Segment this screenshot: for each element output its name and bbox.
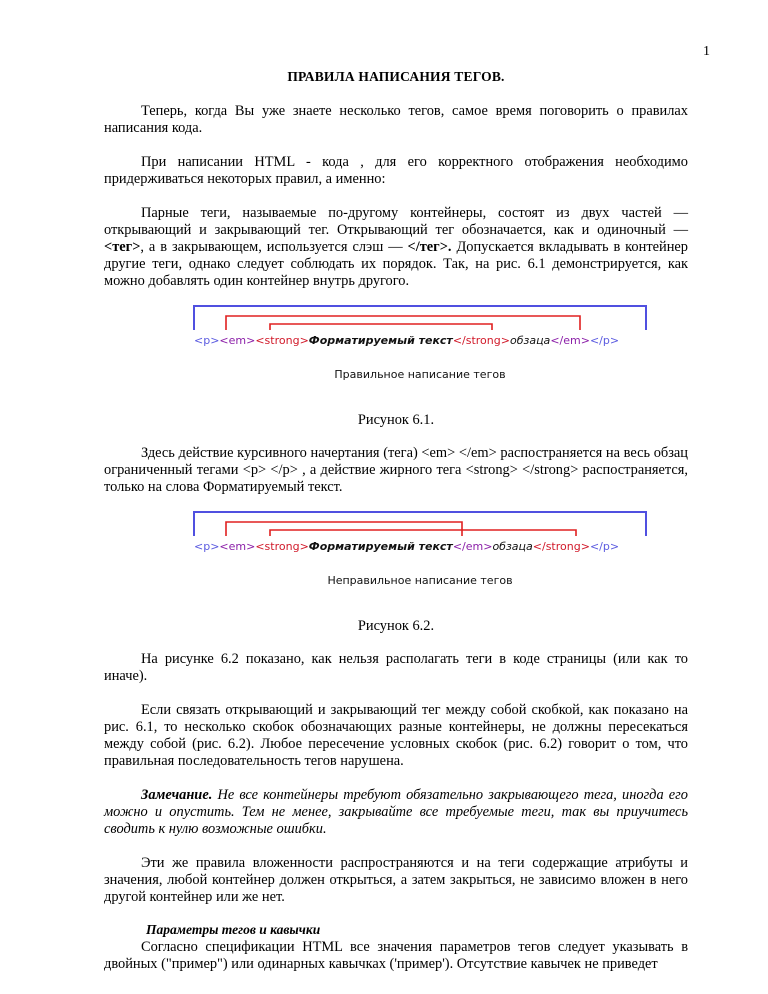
- paragraph-wrong-example: На рисунке 6.2 показано, как нельзя располагать теги в коде страницы (или как то иначе).: [104, 651, 688, 684]
- document-body: [104, 64, 688, 973]
- bracket-em: [226, 522, 462, 536]
- figure-6-2-caption: Рисунок 6.2.: [357, 618, 435, 634]
- text-segment: Парные теги, называемые по-другому контейнеры, состоят из двух частей — открывающий и закрывающий тег. Открывающий тег обозначается, как и одиночный —: [104, 205, 688, 238]
- tag-example-open: <тег>: [104, 239, 141, 255]
- paragraph-quotes: Согласно спецификации HTML все значения параметров тегов следует указывать в двойных ("пример") или одинарных кавычках ('пример'). Отсутствие кавычек не приведет: [104, 939, 688, 972]
- bracket-strong: [270, 324, 492, 330]
- figure-6-1-caption: Рисунок 6.1.: [357, 412, 435, 428]
- code-line: <p><em><strong>Форматируемый текст</em>обзаца</strong></p>: [194, 540, 620, 553]
- figure-6-1-diagram: [190, 304, 650, 386]
- text-segment: , а в закрывающем, используется слэш —: [140, 239, 408, 255]
- paragraph-intro: Теперь, когда Вы уже знаете несколько тегов, самое время поговорить о правилах написания кода.: [104, 103, 688, 136]
- text-segment: Допускается вкладывать в контейнер другие теги, однако следует соблюдать их порядок. Так, на рис. 6.1 демонстрируется, как можно добавлять один контейнер внутрь другого.: [104, 239, 688, 289]
- bracket-p: [194, 512, 646, 536]
- note-text: Не все контейнеры требуют обязательно закрывающего тега, иногда его можно и опустить. Тем не менее, закрывайте все требуемые теги, так вы приучитесь сводить к нулю возможные ошибки.: [104, 787, 688, 837]
- figure-label: Неправильное написание тегов: [327, 574, 513, 587]
- paragraph-rules: При написании HTML - кода , для его корректного отображения необходимо придерживаться некоторых правил, а именно:: [104, 154, 688, 187]
- note-label: Замечание.: [141, 787, 213, 803]
- paragraph-nesting: Эти же правила вложенности распространяются и на теги содержащие атрибуты и значения, любой контейнер должен открыться, а затем закрыться, не зависимо вложен в него другой контейнер или же нет.: [104, 855, 688, 905]
- page-title: ПРАВИЛА НАПИСАНИЯ ТЕГОВ.: [287, 69, 505, 84]
- bracket-p: [194, 306, 646, 330]
- figure-6-2: [104, 510, 688, 610]
- paragraph-brackets: Если связать открывающий и закрывающий тег между собой скобкой, как показано на рис. 6.1, то несколько скобок обозначающих разные контейнеры, не должны пересекаться между собой (рис. 6.2). Любое пересечение условных скобок (рис. 6.2) говорит о том, что правильная последовательность тегов нарушена.: [104, 702, 688, 769]
- paragraph-containers: [104, 205, 688, 290]
- tag-example-close: </тег>.: [407, 239, 452, 255]
- code-line: <p><em><strong>Форматируемый текст</strong>обзаца</em></p>: [194, 334, 620, 347]
- note: [104, 787, 688, 838]
- figure-6-1: [104, 304, 688, 404]
- page-number: 1: [703, 44, 710, 59]
- bracket-em: [226, 316, 580, 330]
- figure-label: Правильное написание тегов: [334, 368, 506, 381]
- paragraph-explanation: Здесь действие курсивного начертания (тега) <em> </em> распостраняется на весь обзац ограниченный тегами <p> </p> , а действие жирного тега <strong> </strong> распостраняется, только на слова Форматируемый текст.: [104, 445, 688, 495]
- bracket-strong: [270, 530, 576, 536]
- figure-6-2-diagram: [190, 510, 650, 592]
- section-heading: Параметры тегов и кавычки: [146, 922, 321, 937]
